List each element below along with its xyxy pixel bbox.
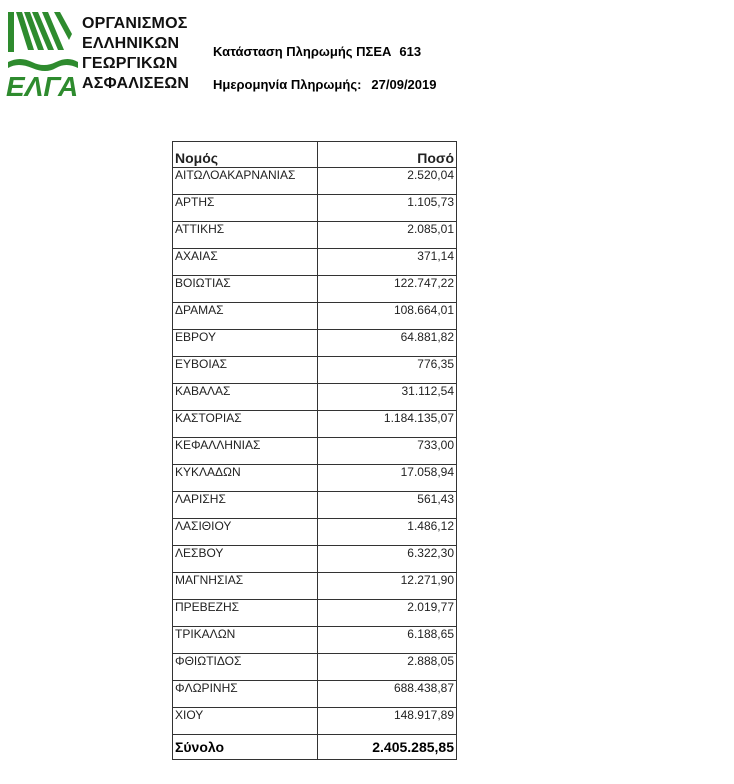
total-value: 2.405.285,85	[318, 735, 457, 760]
nomos-cell: ΤΡΙΚΑΛΩΝ	[173, 627, 318, 654]
poso-cell: 688.438,87	[318, 681, 457, 708]
table-row	[173, 519, 457, 546]
poso-cell: 733,00	[318, 438, 457, 465]
document-header	[213, 44, 436, 92]
org-name-line-1: ΟΡΓΑΝΙΣΜΟΣ	[82, 15, 188, 32]
poso-cell: 108.664,01	[318, 303, 457, 330]
column-header-nomos: Νομός	[173, 142, 318, 168]
poso-cell: 2.520,04	[318, 168, 457, 195]
table-row	[173, 411, 457, 438]
poso-cell: 1.486,12	[318, 519, 457, 546]
poso-cell: 122.747,22	[318, 276, 457, 303]
table-row	[173, 438, 457, 465]
poso-cell: 148.917,89	[318, 708, 457, 735]
nomos-cell: ΒΟΙΩΤΙΑΣ	[173, 276, 318, 303]
table-row	[173, 681, 457, 708]
payment-table	[172, 141, 457, 760]
date-value: 27/09/2019	[371, 77, 437, 92]
elga-logo	[6, 10, 190, 100]
nomos-cell: ΚΑΣΤΟΡΙΑΣ	[173, 411, 318, 438]
nomos-cell: ΑΡΤΗΣ	[173, 195, 318, 222]
org-name-line-4: ΑΣΦΑΛΙΣΕΩΝ	[82, 75, 190, 92]
org-name-line-2: ΕΛΛΗΝΙΚΩΝ	[82, 35, 180, 52]
poso-cell: 6.188,65	[318, 627, 457, 654]
nomos-cell: ΑΤΤΙΚΗΣ	[173, 222, 318, 249]
nomos-cell: ΦΘΙΩΤΙΔΟΣ	[173, 654, 318, 681]
poso-cell: 1.105,73	[318, 195, 457, 222]
total-label: Σύνολο	[173, 735, 318, 760]
table-body	[173, 168, 457, 735]
title-text: Κατάσταση Πληρωμής ΠΣΕΑ	[213, 44, 392, 59]
poso-cell: 31.112,54	[318, 384, 457, 411]
table-row	[173, 492, 457, 519]
nomos-cell: ΛΑΣΙΘΙΟΥ	[173, 519, 318, 546]
table-row	[173, 195, 457, 222]
total-row	[173, 735, 457, 760]
table-row	[173, 573, 457, 600]
elga-logo-icon	[6, 10, 82, 100]
nomos-cell: ΔΡΑΜΑΣ	[173, 303, 318, 330]
table-row	[173, 330, 457, 357]
table-row	[173, 465, 457, 492]
nomos-cell: ΚΥΚΛΑΔΩΝ	[173, 465, 318, 492]
nomos-cell: ΚΕΦΑΛΛΗΝΙΑΣ	[173, 438, 318, 465]
table-row	[173, 249, 457, 276]
nomos-cell: ΜΑΓΝΗΣΙΑΣ	[173, 573, 318, 600]
table-row	[173, 600, 457, 627]
nomos-cell: ΑΙΤΩΛΟΑΚΑΡΝΑΝΙΑΣ	[173, 168, 318, 195]
table-row	[173, 303, 457, 330]
poso-cell: 6.322,30	[318, 546, 457, 573]
nomos-cell: ΠΡΕΒΕΖΗΣ	[173, 600, 318, 627]
date-label: Ημερομηνία Πληρωμής:	[213, 77, 362, 92]
logo-letters: ΕΛΓΑ	[6, 71, 79, 100]
poso-cell: 17.058,94	[318, 465, 457, 492]
table-row	[173, 357, 457, 384]
table-row	[173, 276, 457, 303]
nomos-cell: ΑΧΑΙΑΣ	[173, 249, 318, 276]
table-header-row	[173, 142, 457, 168]
poso-cell: 64.881,82	[318, 330, 457, 357]
document-title	[213, 44, 436, 59]
table-row	[173, 627, 457, 654]
nomos-cell: ΛΑΡΙΣΗΣ	[173, 492, 318, 519]
table-row	[173, 546, 457, 573]
poso-cell: 2.888,05	[318, 654, 457, 681]
nomos-cell: ΚΑΒΑΛΑΣ	[173, 384, 318, 411]
nomos-cell: ΛΕΣΒΟΥ	[173, 546, 318, 573]
table-row	[173, 384, 457, 411]
table-row	[173, 654, 457, 681]
payment-date-row	[213, 77, 436, 92]
poso-cell: 561,43	[318, 492, 457, 519]
organization-name	[82, 14, 189, 94]
column-header-poso: Ποσό	[318, 142, 457, 168]
nomos-cell: ΧΙΟΥ	[173, 708, 318, 735]
poso-cell: 1.184.135,07	[318, 411, 457, 438]
nomos-cell: ΕΥΒΟΙΑΣ	[173, 357, 318, 384]
poso-cell: 2.019,77	[318, 600, 457, 627]
table-row	[173, 708, 457, 735]
nomos-cell: ΦΛΩΡΙΝΗΣ	[173, 681, 318, 708]
org-name-line-3: ΓΕΩΡΓΙΚΩΝ	[82, 55, 178, 72]
poso-cell: 371,14	[318, 249, 457, 276]
poso-cell: 2.085,01	[318, 222, 457, 249]
table-row	[173, 222, 457, 249]
payment-number: 613	[399, 44, 422, 59]
nomos-cell: ΕΒΡΟΥ	[173, 330, 318, 357]
table-row	[173, 168, 457, 195]
poso-cell: 776,35	[318, 357, 457, 384]
poso-cell: 12.271,90	[318, 573, 457, 600]
